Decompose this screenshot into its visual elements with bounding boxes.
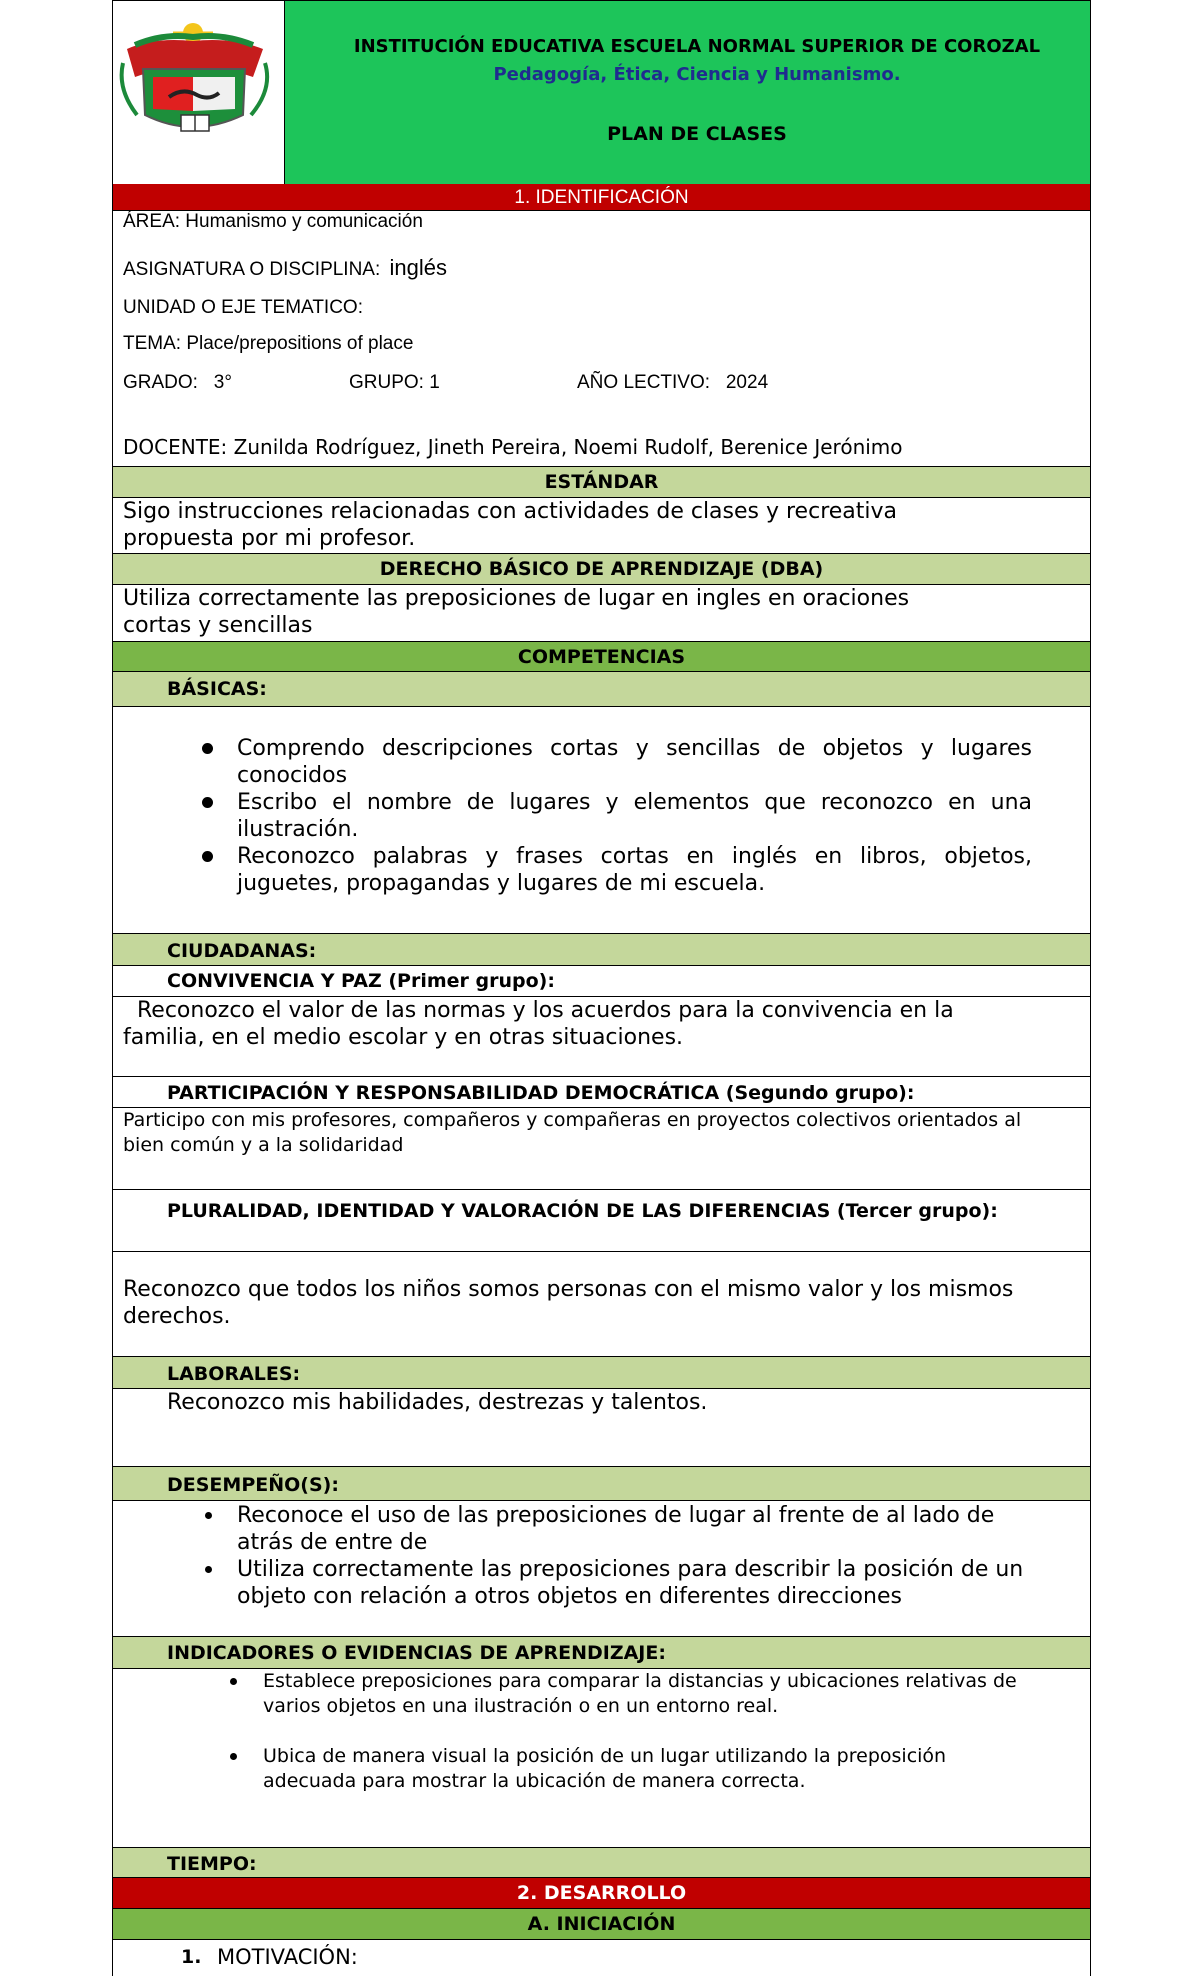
school-shield-logo — [113, 19, 284, 159]
desempenos-header — [113, 1467, 1090, 1501]
bullet-icon — [205, 1512, 212, 1519]
list-item: Establece preposiciones para comparar la distancias y ubicaciones relativas de varios objetos en una ilustración o en un entorno real. — [113, 1669, 1090, 1719]
laborales-body — [113, 1389, 1090, 1467]
grado-field: GRADO: 3° — [123, 372, 232, 393]
basicas-body — [113, 707, 1090, 934]
institution-name: INSTITUCIÓN EDUCATIVA ESCUELA NORMAL SUPERIOR DE COROZAL — [353, 36, 1041, 57]
laborales-text: Reconozco mis habilidades, destrezas y talentos. — [167, 1390, 708, 1415]
motivacion-line — [113, 1940, 1090, 1976]
iniciacion-header — [113, 1909, 1090, 1940]
dba-header — [113, 554, 1090, 585]
pluralidad-text: Reconozco que todos los niños somos personas con el mismo valor y los mismos derechos. — [123, 1277, 1014, 1329]
laborales-title: LABORALES: — [167, 1363, 301, 1385]
estandar-header — [113, 467, 1090, 498]
pluralidad-body — [113, 1252, 1090, 1357]
list-item: Utiliza correctamente las preposiciones para describir la posición de un objeto con relación a otros objetos en diferentes direcciones — [113, 1556, 1090, 1610]
ciudadanas-title: CIUDADANAS: — [167, 940, 317, 962]
ciudadanas-header — [113, 934, 1090, 966]
bullet-icon — [202, 743, 213, 754]
indicadores-header — [113, 1637, 1090, 1669]
area-line: ÁREA: Humanismo y comunicación — [123, 211, 423, 232]
participacion-header — [113, 1077, 1090, 1108]
list-item: Comprendo descripciones cortas y sencillas de objetos y lugares conocidos — [113, 735, 1090, 789]
dba-body — [113, 585, 1090, 642]
participacion-title: PARTICIPACIÓN Y RESPONSABILIDAD DEMOCRÁTICA (Segundo grupo): — [167, 1082, 915, 1104]
bullet-icon — [230, 1753, 237, 1760]
lesson-plan-sheet — [112, 0, 1091, 1976]
list-item: Reconoce el uso de las preposiciones de lugar al frente de al lado de atrás de entre de — [113, 1502, 1090, 1556]
dba-title: DERECHO BÁSICO DE APRENDIZAJE (DBA) — [379, 558, 824, 580]
competencias-title: COMPETENCIAS — [517, 646, 686, 668]
header-row — [113, 0, 1090, 184]
indicadores-title: INDICADORES O EVIDENCIAS DE APRENDIZAJE: — [167, 1642, 666, 1664]
indicadores-list — [113, 1669, 1090, 1794]
laborales-header — [113, 1357, 1090, 1389]
bullet-icon — [230, 1678, 237, 1685]
asignatura-label: ASIGNATURA O DISCIPLINA: — [123, 259, 381, 280]
desempenos-title: DESEMPEÑO(S): — [167, 1474, 339, 1496]
identificacion-body — [113, 211, 1090, 467]
grupo-field: GRUPO: 1 — [349, 372, 440, 393]
list-item: Reconozco palabras y frases cortas en inglés en libros, objetos, juguetes, propagandas y lugares de mi escuela. — [113, 843, 1090, 897]
asignatura-value: inglés — [389, 255, 448, 280]
desarrollo-header — [113, 1878, 1090, 1909]
basicas-header — [113, 672, 1090, 707]
pluralidad-header — [113, 1190, 1090, 1252]
list-item: Escribo el nombre de lugares y elementos que reconozco en una ilustración. — [113, 789, 1090, 843]
bullet-icon — [202, 851, 213, 862]
basicas-title: BÁSICAS: — [167, 678, 267, 700]
docente-line: DOCENTE: Zunilda Rodríguez, Jineth Pereira, Noemi Rudolf, Berenice Jerónimo — [123, 435, 903, 459]
motivacion-number: 1. — [181, 1946, 202, 1968]
tiempo-title: TIEMPO: — [167, 1853, 257, 1875]
unidad-line: UNIDAD O EJE TEMATICO: — [123, 297, 363, 318]
iniciacion-title: A. INICIACIÓN — [527, 1913, 676, 1935]
list-item: Ubica de manera visual la posición de un lugar utilizando la preposición adecuada para mostrar la ubicación de manera correcta. — [113, 1744, 1090, 1794]
participacion-text: Participo con mis profesores, compañeros y compañeras en proyectos colectivos orientados al bien común y a la solidaridad — [123, 1109, 1022, 1156]
desarrollo-title: 2. DESARROLLO — [516, 1882, 687, 1904]
basicas-list — [113, 735, 1090, 897]
estandar-title: ESTÁNDAR — [544, 471, 659, 493]
asignatura-line — [123, 255, 447, 281]
bullet-icon — [205, 1566, 212, 1573]
document-title: PLAN DE CLASES — [607, 123, 787, 145]
header-title-cell — [285, 1, 1090, 184]
pluralidad-title: PLURALIDAD, IDENTIDAD Y VALORACIÓN DE LAS DIFERENCIAS (Tercer grupo): — [167, 1200, 998, 1222]
participacion-body — [113, 1108, 1090, 1190]
tema-line: TEMA: Place/prepositions of place — [123, 333, 414, 354]
tiempo-header — [113, 1848, 1090, 1878]
dba-text: Utiliza correctamente las preposiciones de lugar en ingles en oraciones cortas y sencillas — [123, 586, 910, 638]
anio-field: AÑO LECTIVO: 2024 — [577, 372, 769, 393]
convivencia-body — [113, 997, 1090, 1077]
institution-motto: Pedagogía, Ética, Ciencia y Humanismo. — [493, 64, 901, 85]
competencias-header — [113, 642, 1090, 672]
logo-cell — [113, 1, 285, 184]
identificacion-title: 1. IDENTIFICACIÓN — [514, 187, 689, 208]
desempenos-body — [113, 1501, 1090, 1637]
convivencia-text: Reconozco el valor de las normas y los acuerdos para la convivencia en la familia, en el medio escolar y en otras situaciones. — [123, 998, 954, 1050]
estandar-text: Sigo instrucciones relacionadas con actividades de clases y recreativa propuesta por mi profesor. — [123, 499, 898, 551]
indicadores-body — [113, 1669, 1090, 1848]
motivacion-label: MOTIVACIÓN: — [217, 1945, 358, 1969]
identificacion-header — [113, 184, 1090, 211]
estandar-body — [113, 498, 1090, 554]
convivencia-header — [113, 966, 1090, 997]
desempenos-list — [113, 1502, 1090, 1610]
convivencia-title: CONVIVENCIA Y PAZ (Primer grupo): — [167, 970, 555, 992]
bullet-icon — [202, 797, 213, 808]
